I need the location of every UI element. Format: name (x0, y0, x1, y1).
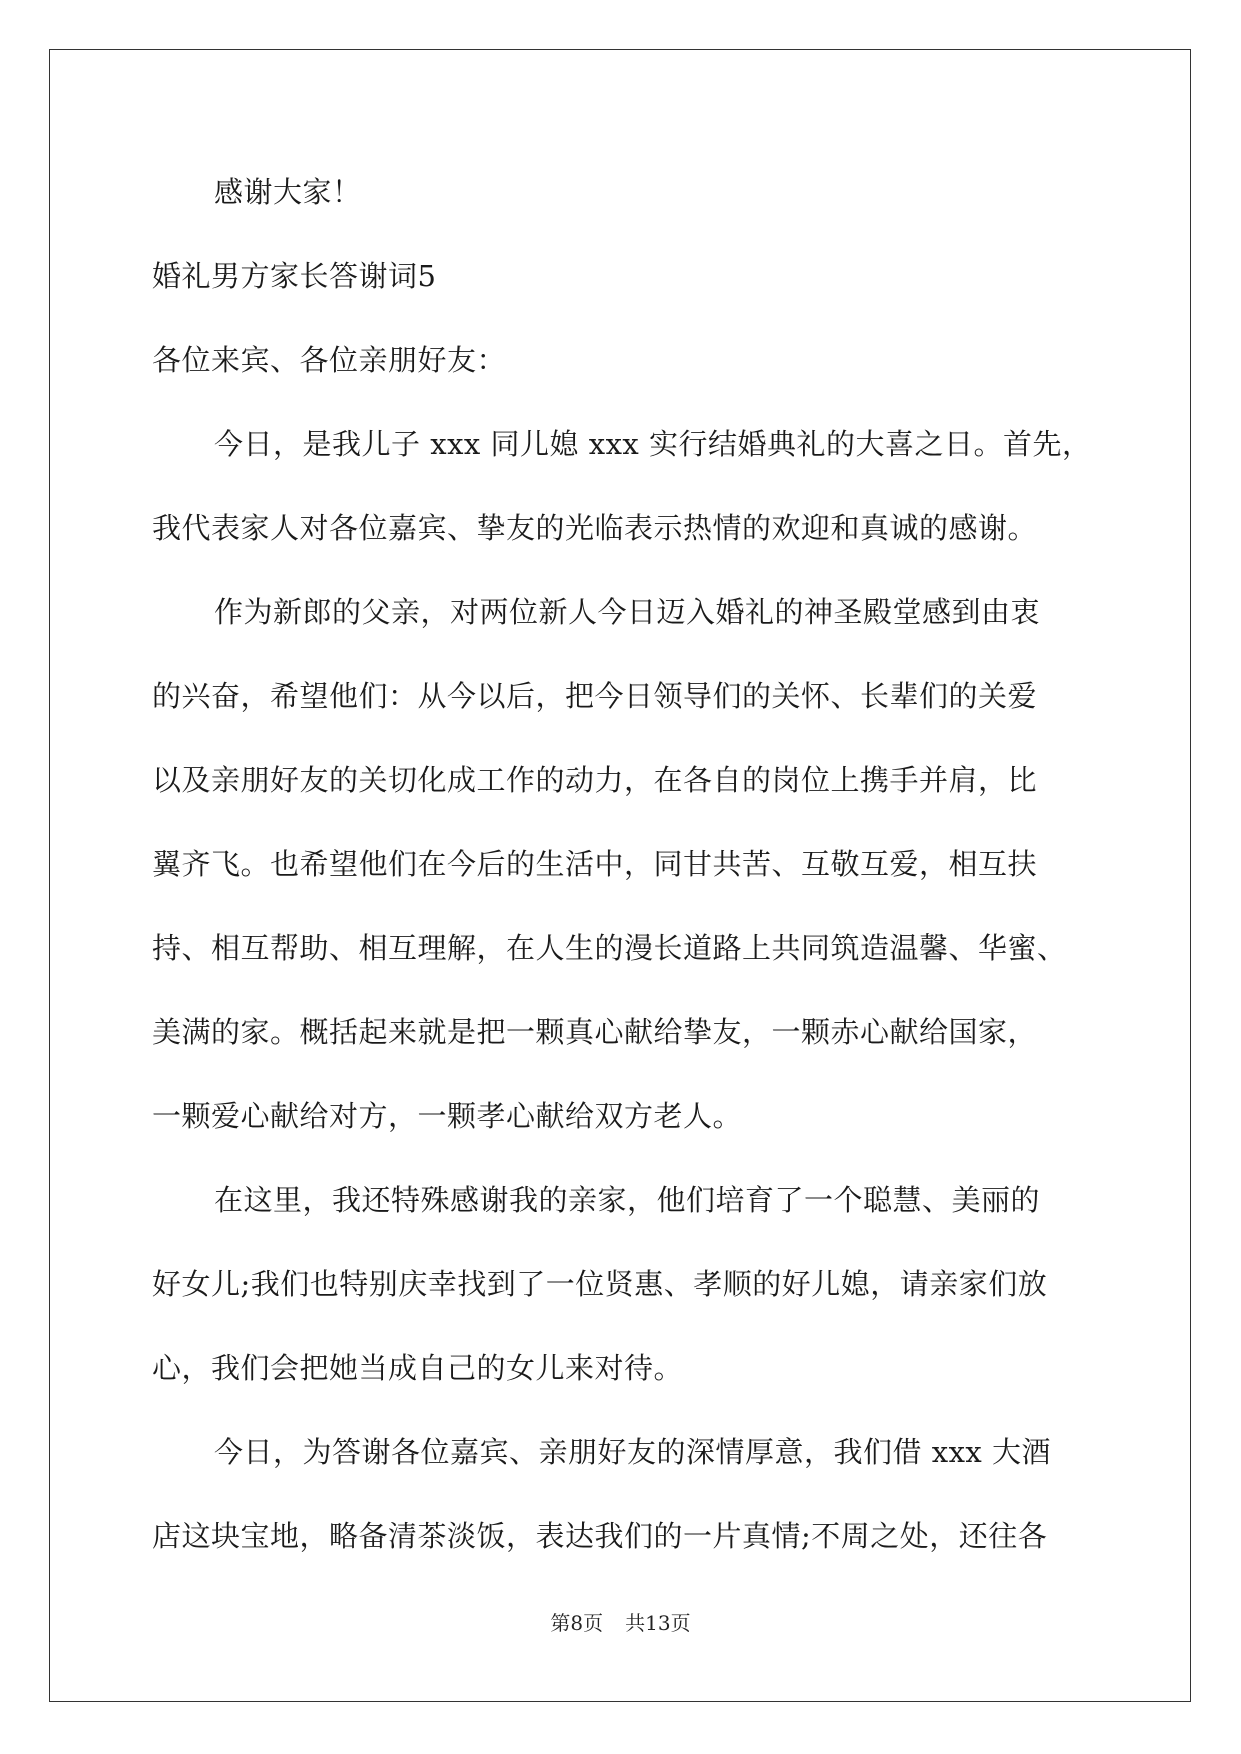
section-title: 婚礼男方家长答谢词5 (152, 259, 437, 293)
text-line: 作为新郎的父亲，对两位新人今日迈入婚礼的神圣殿堂感到由衷 (214, 595, 1041, 629)
salutation: 各位来宾、各位亲朋好友： (152, 343, 507, 377)
page-footer (0, 1611, 1241, 1635)
text-line: 店这块宝地，略备清茶淡饭，表达我们的一片真情;不周之处，还往各 (152, 1519, 1048, 1553)
page-number: 第8页 (550, 1611, 604, 1635)
text-line: 翼齐飞。也希望他们在今后的生活中，同甘共苦、互敬互爱，相互扶 (152, 847, 1038, 881)
text-line: 好女儿;我们也特别庆幸找到了一位贤惠、孝顺的好儿媳，请亲家们放 (152, 1267, 1048, 1301)
text-line: 今日，是我儿子 xxx 同儿媳 xxx 实行结婚典礼的大喜之日。首先， (214, 427, 1092, 461)
text-line: 一颗爱心献给对方，一颗孝心献给双方老人。 (152, 1099, 743, 1133)
text-line: 感谢大家！ (214, 175, 362, 209)
text-line: 在这里，我还特殊感谢我的亲家，他们培育了一个聪慧、美丽的 (214, 1183, 1041, 1217)
page-total: 共13页 (625, 1611, 691, 1635)
text-line: 美满的家。概括起来就是把一颗真心献给挚友，一颗赤心献给国家， (152, 1015, 1038, 1049)
text-line: 心，我们会把她当成自己的女儿来对待。 (152, 1351, 684, 1385)
text-line: 持、相互帮助、相互理解，在人生的漫长道路上共同筑造温馨、华蜜、 (152, 931, 1067, 965)
text-line: 以及亲朋好友的关切化成工作的动力，在各自的岗位上携手并肩，比 (152, 763, 1038, 797)
text-line: 的兴奋，希望他们：从今以后，把今日领导们的关怀、长辈们的关爱 (152, 679, 1038, 713)
text-line: 今日，为答谢各位嘉宾、亲朋好友的深情厚意，我们借 xxx 大酒 (214, 1435, 1052, 1469)
text-line: 我代表家人对各位嘉宾、挚友的光临表示热情的欢迎和真诚的感谢。 (152, 511, 1038, 545)
